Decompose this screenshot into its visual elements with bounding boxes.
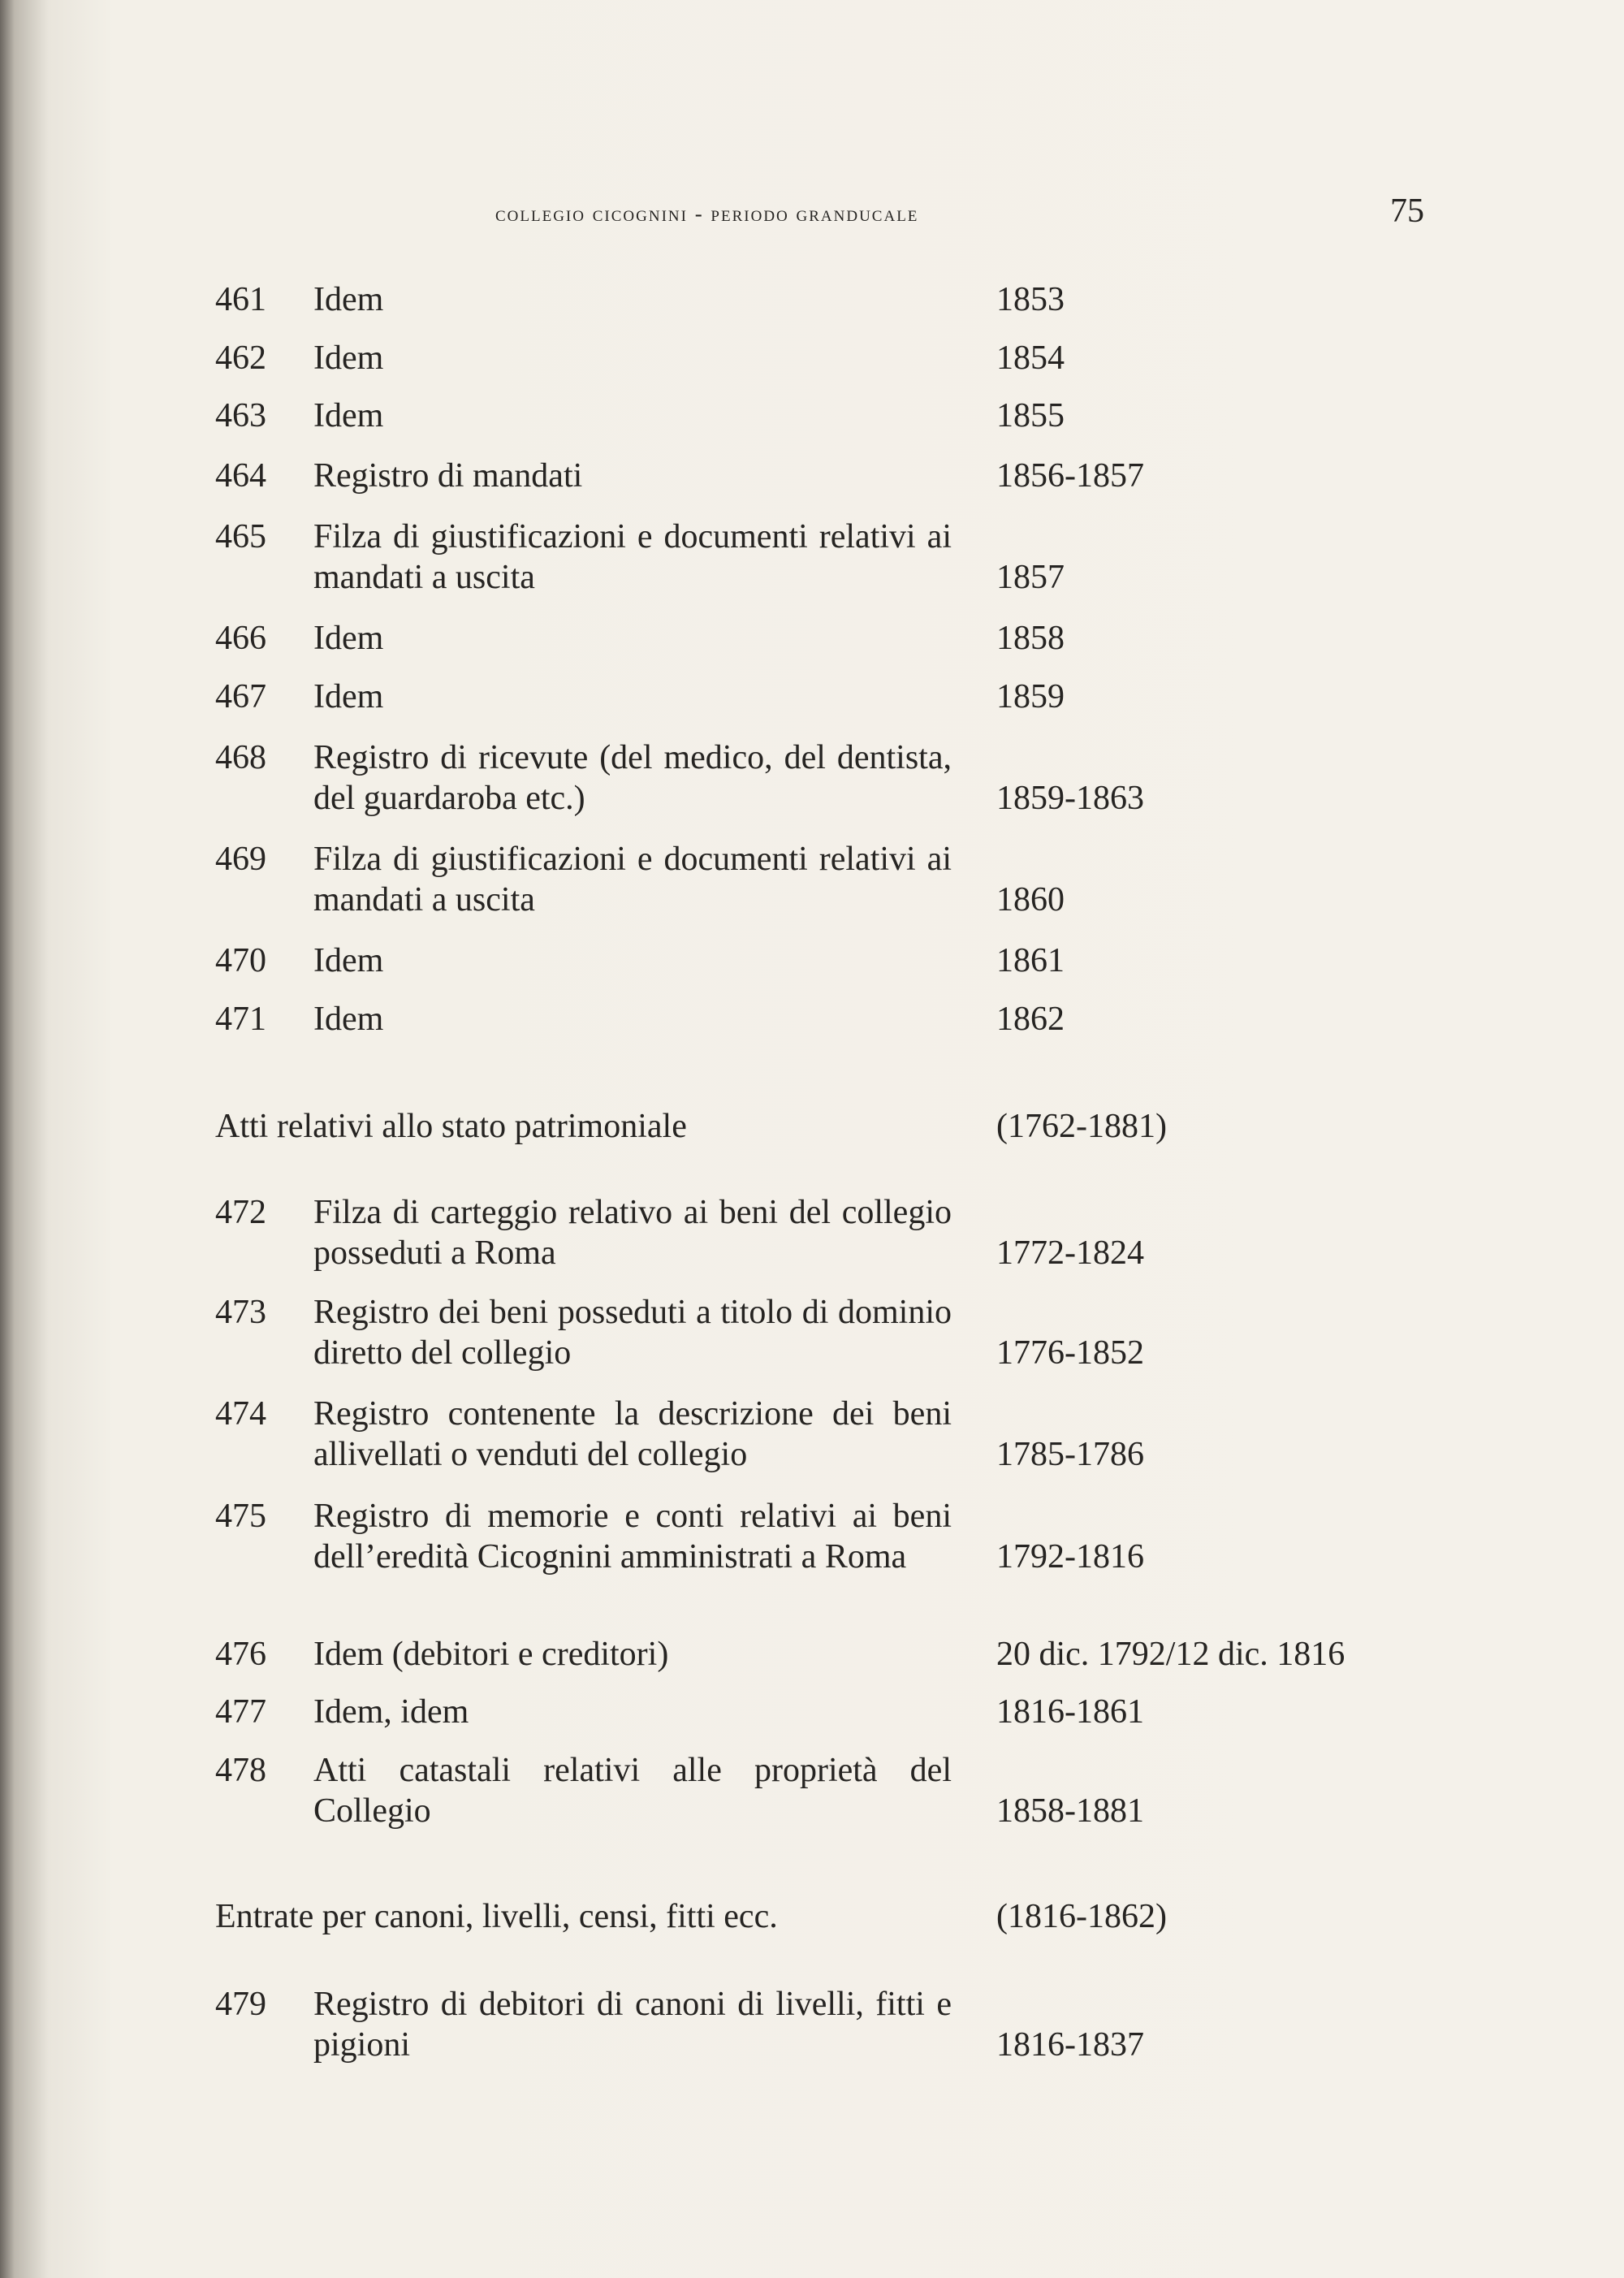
entry-description: Idem (313, 942, 384, 979)
inventory-entry (215, 676, 1482, 717)
entry-number: 462 (215, 339, 266, 377)
entry-date: 1854 (996, 339, 1065, 377)
entry-date: 1856-1857 (996, 457, 1144, 495)
entry-date: 1785-1786 (996, 1436, 1144, 1473)
entry-date: 1860 (996, 881, 1065, 919)
section-date-range: (1816-1862) (996, 1898, 1167, 1935)
inventory-entry (215, 1634, 1482, 1675)
entry-description: Idem, idem (313, 1693, 469, 1731)
entry-description: Idem (313, 397, 384, 434)
entry-number: 465 (215, 518, 266, 555)
entry-date: 1776-1852 (996, 1334, 1144, 1372)
entry-number: 468 (215, 739, 266, 776)
entry-description: Atti catastali relativi alle proprietà del Collegio (313, 1752, 952, 1830)
entry-date: 1859 (996, 678, 1065, 715)
entry-description: Registro contenente la descrizione dei beni allivellati o venduti del collegio (313, 1395, 952, 1473)
inventory-entry (215, 839, 1482, 920)
inventory-entry (215, 737, 1482, 819)
entry-number: 467 (215, 678, 266, 715)
entry-description: Idem (313, 678, 384, 715)
entry-date: 1857 (996, 559, 1065, 596)
inventory-entry (215, 1984, 1482, 2065)
entry-number: 471 (215, 1001, 266, 1038)
entry-date: 1861 (996, 942, 1065, 979)
inventory-entry (215, 1692, 1482, 1732)
inventory-entry (215, 618, 1482, 659)
entry-number: 469 (215, 841, 266, 878)
entry-description: Filza di giustificazioni e documenti relativi ai mandati a uscita (313, 841, 952, 919)
entry-description: Registro di memorie e conti relativi ai beni dell’eredità Cicognini amministrati a Roma (313, 1498, 952, 1576)
inventory-entry (215, 940, 1482, 981)
entry-number: 479 (215, 1986, 266, 2023)
entry-description: Idem (313, 1001, 384, 1038)
entry-date: 1862 (996, 1001, 1065, 1038)
entry-description: Idem (313, 620, 384, 657)
entry-date: 1858-1881 (996, 1792, 1144, 1830)
entry-date: 1816-1837 (996, 2026, 1144, 2064)
running-header: collegio cicognini - periodo granducale (495, 201, 919, 226)
entry-number: 464 (215, 457, 266, 495)
inventory-entry (215, 1292, 1482, 1373)
entry-description: Registro dei beni posseduti a titolo di dominio diretto del collegio (313, 1294, 952, 1372)
entry-number: 475 (215, 1498, 266, 1535)
entry-description: Idem (313, 281, 384, 318)
entry-date: 1855 (996, 397, 1065, 434)
entry-date: 1792-1816 (996, 1538, 1144, 1576)
entry-date: 20 dic. 1792/12 dic. 1816 (996, 1636, 1345, 1673)
entry-date: 1859-1863 (996, 780, 1144, 817)
entry-date: 1772-1824 (996, 1234, 1144, 1272)
entry-number: 463 (215, 397, 266, 434)
entry-number: 461 (215, 281, 266, 318)
entry-number: 472 (215, 1194, 266, 1231)
section-title: Entrate per canoni, livelli, censi, fitti ecc. (215, 1898, 778, 1935)
entry-description: Registro di debitori di canoni di livelli, fitti e pigioni (313, 1986, 952, 2064)
inventory-entry (215, 1496, 1482, 1577)
entry-date: 1853 (996, 281, 1065, 318)
inventory-entry (215, 396, 1482, 436)
entry-description: Registro di mandati (313, 457, 583, 495)
inventory-entry (215, 1394, 1482, 1475)
entry-number: 470 (215, 942, 266, 979)
entry-description: Filza di carteggio relativo ai beni del collegio posseduti a Roma (313, 1194, 952, 1272)
section-title: Atti relativi allo stato patrimoniale (215, 1108, 687, 1145)
entry-number: 477 (215, 1693, 266, 1731)
section-date-range: (1762-1881) (996, 1108, 1167, 1145)
entry-description: Idem (debitori e creditori) (313, 1636, 669, 1673)
inventory-entry (215, 1192, 1482, 1273)
entry-number: 474 (215, 1395, 266, 1433)
entry-description: Registro di ricevute (del medico, del dentista, del guardaroba etc.) (313, 739, 952, 817)
inventory-entry (215, 1750, 1482, 1831)
entry-description: Filza di giustificazioni e documenti relativi ai mandati a uscita (313, 518, 952, 596)
entry-description: Idem (313, 339, 384, 377)
inventory-entry (215, 279, 1482, 320)
entry-number: 476 (215, 1636, 266, 1673)
entry-date: 1858 (996, 620, 1065, 657)
inventory-entry (215, 456, 1482, 496)
entry-date: 1816-1861 (996, 1693, 1144, 1731)
entry-number: 478 (215, 1752, 266, 1789)
inventory-entry (215, 338, 1482, 378)
inventory-entry (215, 517, 1482, 598)
entry-number: 466 (215, 620, 266, 657)
page-number: 75 (1390, 192, 1424, 230)
entry-number: 473 (215, 1294, 266, 1331)
inventory-entry (215, 999, 1482, 1040)
